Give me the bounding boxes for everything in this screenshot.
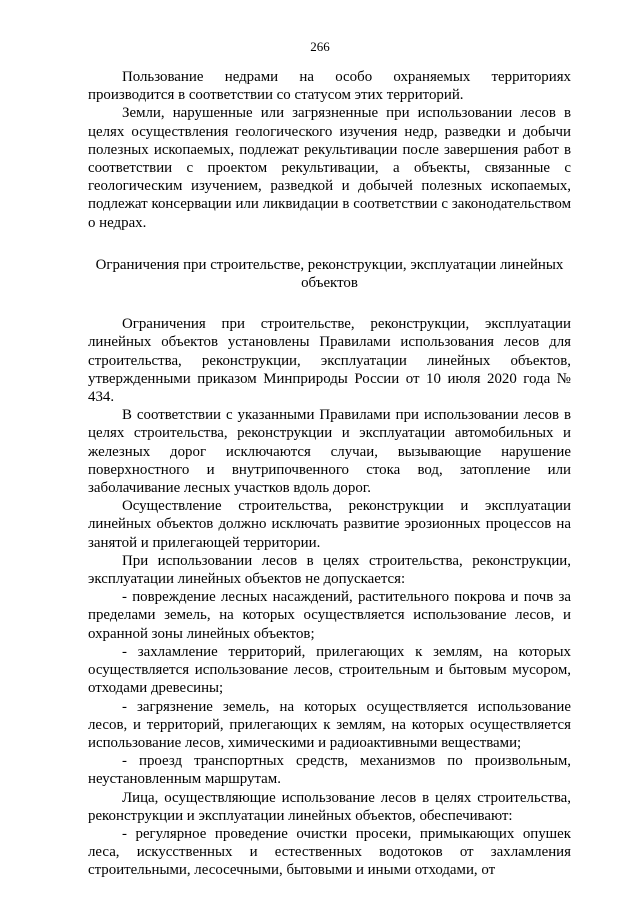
paragraph: Осуществление строительства, реконструкции и эксплуатации линейных объектов должно исключать развитие эрозионных процессов на занятой и прилегающей территории.: [88, 498, 571, 551]
paragraph: В соответствии с указанными Правилами при использовании лесов в целях строительства, реконструкции и эксплуатации автомобильных и железных дорог исключаются случаи, вызывающие нарушение поверхностного и внутрипочвенного стока вод, затопление или заболачивание лесных участков вдоль дорог.: [88, 407, 571, 497]
list-item: - загрязнение земель, на которых осуществляется использование лесов, и территорий, прилегающих к землям, на которых осуществляется использование лесов, химическими и радиоактивными веществами;: [88, 698, 571, 751]
paragraph: Пользование недрами на особо охраняемых территориях производится в соответствии со статусом этих территорий.: [88, 69, 571, 104]
paragraph: Лица, осуществляющие использование лесов в целях строительства, реконструкции и эксплуатации линейных объектов, обеспечивают:: [88, 789, 571, 824]
section-heading: Ограничения при строительстве, реконструкции, эксплуатации линейных объектов: [95, 256, 564, 292]
list-item: - проезд транспортных средств, механизмов по произвольным, неустановленным маршрутам.: [88, 753, 571, 788]
paragraph: Ограничения при строительстве, реконструкции, эксплуатации линейных объектов установлены Правилами использования лесов для строительства, реконструкции, эксплуатации линейных объектов, утвержденными приказом Минприроды России от 10 июля 2020 года № 434.: [88, 316, 571, 406]
list-item: - захламление территорий, прилегающих к землям, на которых осуществляется использование лесов, строительным и бытовым мусором, отходами древесины;: [88, 643, 571, 697]
page-number: 266: [310, 39, 330, 54]
document-body: [88, 68, 571, 880]
list-item: - повреждение лесных насаждений, растительного покрова и почв за пределами земель, на которых осуществляется использование лесов, и охранной зоны линейных объектов;: [88, 589, 571, 642]
paragraph: При использовании лесов в целях строительства, реконструкции, эксплуатации линейных объектов не допускается:: [88, 552, 571, 588]
list-item: - регулярное проведение очистки просеки, примыкающих опушек леса, искусственных и естественных водотоков от захламления строительными, лесосечными, бытовыми и иными отходами, от: [88, 825, 571, 879]
paragraph: Земли, нарушенные или загрязненные при использовании лесов в целях осуществления геологического изучения недр, разведки и добычи полезных ископаемых, подлежат рекультивации после завершения работ в соответствии с проектом рекультивации, а объекты, связанные с геологическим изучением, разведкой и добычей полезных ископаемых, подлежат консервации или ликвидации в соответствии с законодательством о недрах.: [88, 105, 571, 231]
